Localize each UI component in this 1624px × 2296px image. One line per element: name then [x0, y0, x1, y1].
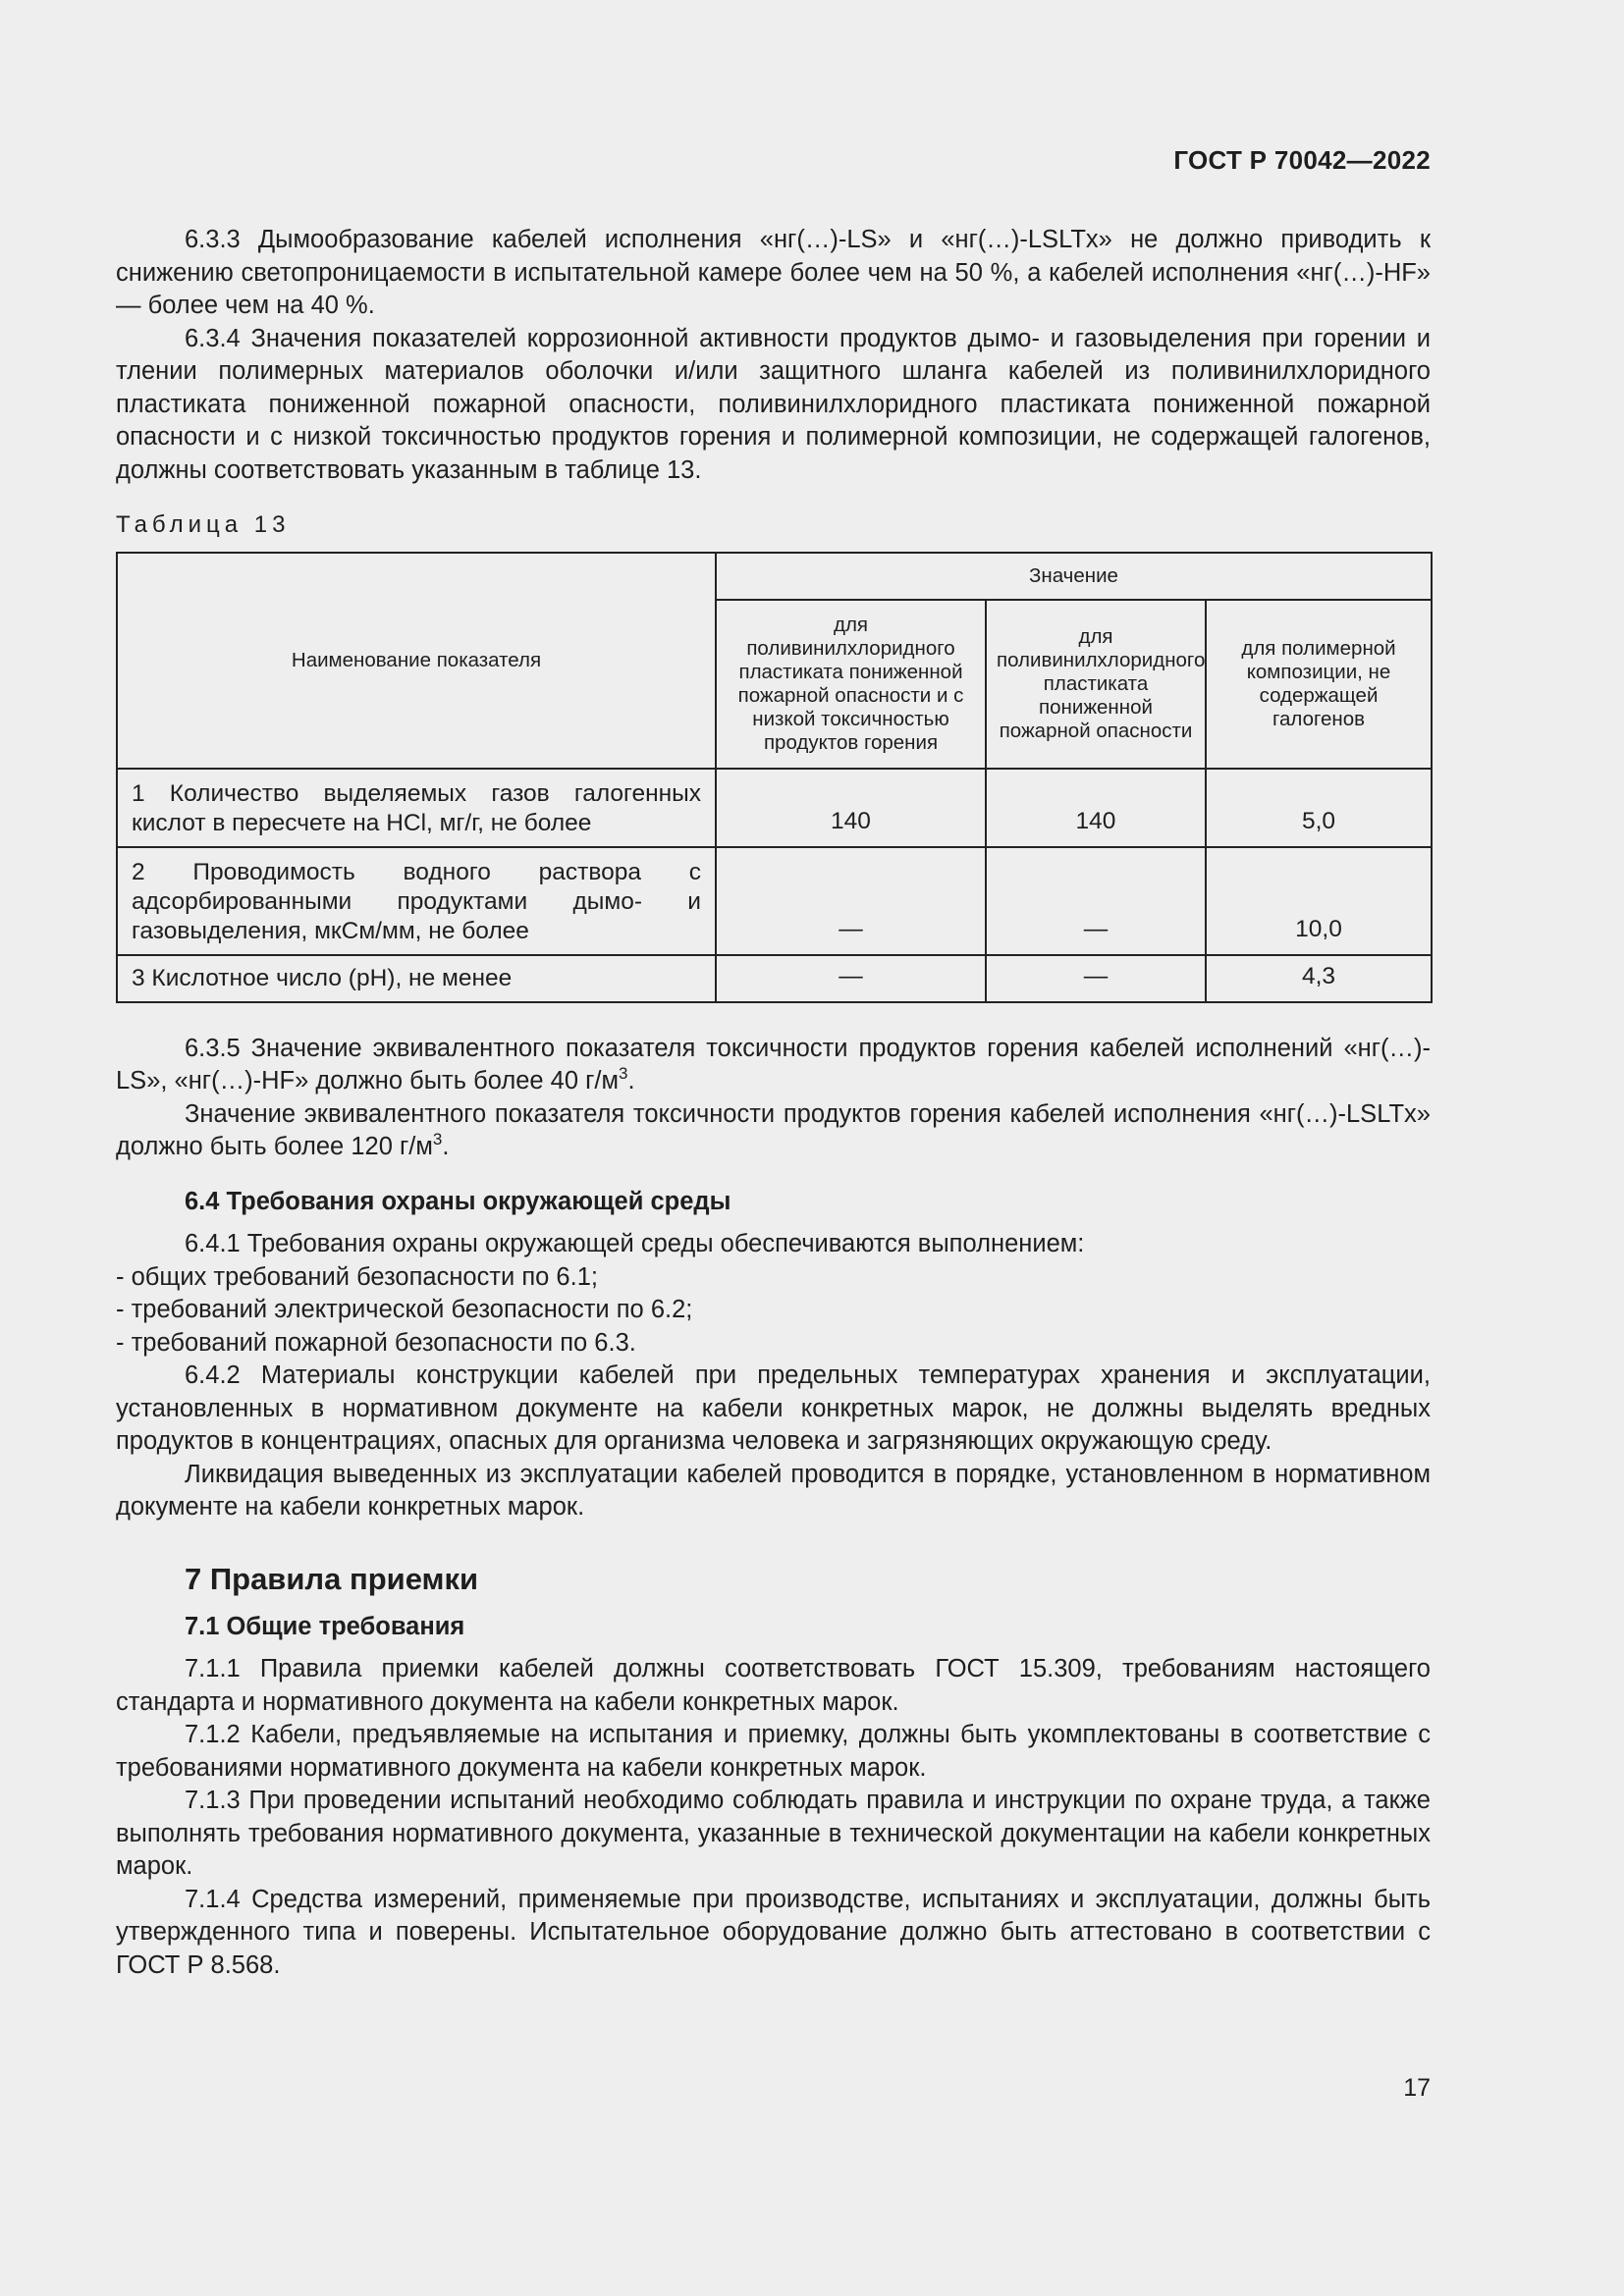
table-row: [117, 769, 1432, 847]
table-subheader-1: для поливинилхлоридного пластиката пониженной пожарной опасности и с низкой токсичностью продуктов горения: [716, 600, 986, 769]
paragraph-6-3-4: 6.3.4 Значения показателей коррозионной активности продуктов дымо- и газовыделения при горении и тлении полимерных материалов оболочки и/или защитного шланга кабелей из поливинилхлоридного пластиката пониженной пожарной опасности, поливинилхлоридного пластиката пониженной пожарной опасности и с низкой токсичностью продуктов горения и полимерной композиции, не содержащей галогенов, должны соответствовать указанным в таблице 13.: [116, 324, 1431, 484]
list-item: - общих требований безопасности по 6.1;: [116, 1262, 598, 1291]
paragraph-6-3-3: 6.3.3 Дымообразование кабелей исполнения «нг(…)-LS» и «нг(…)-LSLTx» не должно приводить к снижению светопроницаемости в испытательной камере более чем на 50 %, а кабелей исполнения «нг(…)-HF» — более чем на 40 %.: [116, 226, 1431, 319]
table-cell: —: [716, 847, 986, 955]
paragraph-7-1-3: 7.1.3 При проведении испытаний необходимо соблюдать правила и инструкции по охране труда, а также выполнять требования нормативного документа, указанные в технической документации на кабели конкретных марок.: [116, 1787, 1431, 1880]
list-item: - требований электрической безопасности по 6.2;: [116, 1296, 693, 1323]
period: .: [442, 1133, 450, 1160]
table-cell: —: [986, 955, 1206, 1002]
paragraph-6-3-5-b: [116, 1098, 1431, 1164]
table-row-label: 2 Проводимость водного раствора с адсорбированными продуктами дымо- и газовыделения, мкСм/мм, не более: [117, 847, 716, 955]
table-cell: —: [986, 847, 1206, 955]
superscript: 3: [619, 1064, 628, 1083]
table-13: [116, 552, 1433, 1003]
paragraph-6-4-2-b: Ликвидация выведенных из эксплуатации кабелей проводится в порядке, установленном в нормативном документе на кабели конкретных марок.: [116, 1460, 1431, 1521]
paragraph-6-3-5-text: 6.3.5 Значение эквивалентного показателя токсичности продуктов горения кабелей исполнений «нг(…)-LS», «нг(…)-HF» должно быть более 40 г/м: [116, 1034, 1431, 1095]
section-heading-7: 7 Правила приемки: [185, 1561, 479, 1596]
document-code: ГОСТ Р 70042—2022: [1173, 145, 1431, 175]
table-header-name: Наименование показателя: [117, 553, 716, 769]
table-cell: —: [716, 955, 986, 1002]
paragraph-7-1-2: 7.1.2 Кабели, предъявляемые на испытания и приемку, должны быть укомплектованы в соответствие с требованиями нормативного документа на кабели конкретных марок.: [116, 1721, 1431, 1782]
table-cell: 10,0: [1206, 847, 1432, 955]
table-cell: 140: [716, 769, 986, 847]
table-row: [117, 955, 1432, 1002]
superscript: 3: [432, 1130, 443, 1148]
list-item: - требований пожарной безопасности по 6.3.: [116, 1328, 636, 1357]
paragraph-6-4-1: 6.4.1 Требования охраны окружающей среды обеспечиваются выполнением:: [185, 1230, 1085, 1257]
section-heading-7-1: 7.1 Общие требования: [185, 1612, 465, 1640]
requirements-list: [116, 1261, 1431, 1361]
page-number: 17: [1403, 2074, 1431, 2102]
paragraph-6-4-2: 6.4.2 Материалы конструкции кабелей при предельных температурах хранения и эксплуатации, установленных в нормативном документе на кабели конкретных марок, не должны выделять вредных продуктов в концентрациях, опасных для организма человека и загрязняющих окружающую среду.: [116, 1362, 1431, 1455]
table-cell: 140: [986, 769, 1206, 847]
table-header-value: Значение: [716, 553, 1432, 600]
period: .: [627, 1067, 635, 1095]
section-heading-6-4: 6.4 Требования охраны окружающей среды: [185, 1187, 731, 1215]
table-row: [117, 847, 1432, 955]
table-subheader-3: для полимерной композиции, не содержащей галогенов: [1206, 600, 1432, 769]
page-content: [116, 224, 1431, 1982]
table-caption: Таблица 13: [116, 511, 291, 538]
table-subheader-2: для поливинилхлоридного пластиката пониженной пожарной опасности: [986, 600, 1206, 769]
table-row-label: 1 Количество выделяемых газов галогенных кислот в пересчете на HCl, мг/г, не более: [117, 769, 716, 847]
table-cell: 5,0: [1206, 769, 1432, 847]
paragraph-6-3-5-b-text: Значение эквивалентного показателя токсичности продуктов горения кабелей исполнения «нг(…)-LSLTx» должно быть более 120 г/м: [116, 1099, 1431, 1160]
table-cell: 4,3: [1206, 955, 1432, 1002]
paragraph-6-3-5: [116, 1033, 1431, 1098]
paragraph-7-1-4: 7.1.4 Средства измерений, применяемые при производстве, испытаниях и эксплуатации, должны быть утвержденного типа и поверены. Испытательное оборудование должно быть аттестовано в соответствии с ГОСТ Р 8.568.: [116, 1885, 1431, 1979]
paragraph-7-1-1: 7.1.1 Правила приемки кабелей должны соответствовать ГОСТ 15.309, требованиям настоящего стандарта и нормативного документа на кабели конкретных марок.: [116, 1655, 1431, 1716]
table-row-label: 3 Кислотное число (pH), не менее: [117, 955, 716, 1002]
